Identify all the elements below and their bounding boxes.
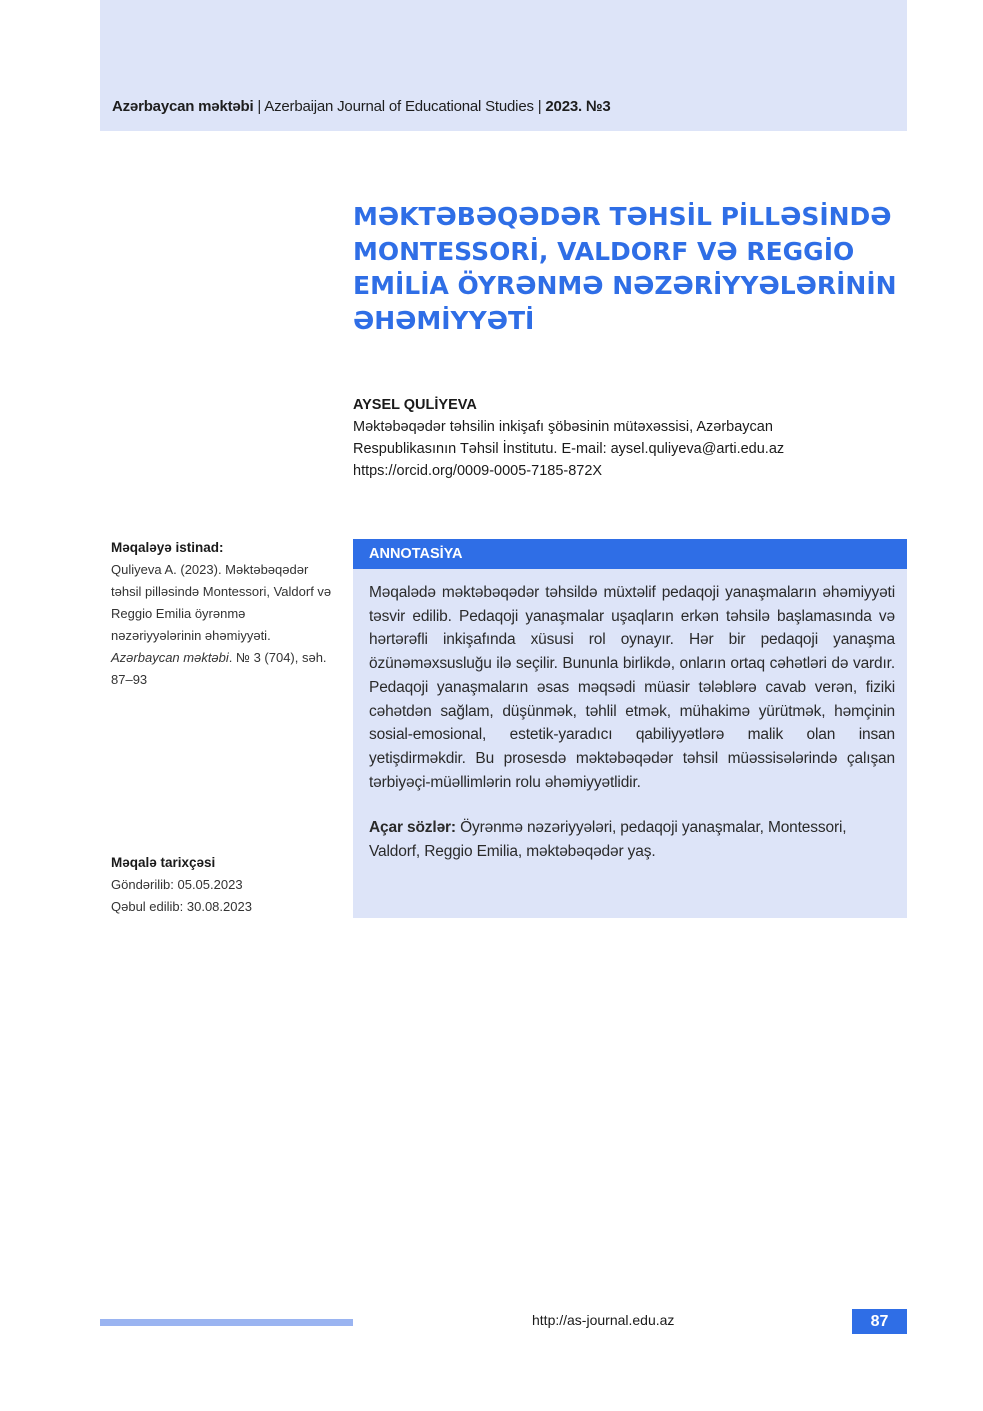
citation-heading: Məqaləyə istinad: xyxy=(111,540,224,555)
citation-text-part: Quliyeva A. (2023). Məktəbəqədər təhsil pilləsində Montessori, Valdorf və Reggio Emilia öyrənmə nəzəriyyələrinin əhəmiyyəti. xyxy=(111,562,332,643)
journal-name-en: Azerbaijan Journal of Educational Studies xyxy=(264,98,534,115)
journal-name-az: Azərbaycan məktəbi xyxy=(112,98,254,115)
abstract-text: Məqalədə məktəbəqədər təhsildə müxtəlif pedaqoji yanaşmaların əhəmiyyəti təsvir edilib. Pedaqoji yanaşmalar uşaqların erkən təhsilə başlamasında və hərtərəfli inkişafında xüsusi rol oynayır. Hər bir pedaqoji yanaşma özünəməxsusluğu ilə seçilir. Bununla birlikdə, onların ortaq cəhətləri də vardır. Pedaqoji yanaşmaların əsas məqsədi müasir tələblərə cavab verən, fiziki cəhətdən sağlam, düşünmək, təhlil etmək, mühakimə yürütmək, həmçinin sosial-emosional, estetik-yaradıcı qabiliyyətlərə malik olan insan yetişdirməkdir. Bu prosesdə məktəbəqədər təhsil müəssisələrində çalışan tərbiyəçi-müəllimlərin rolu əhəmiyyətlidir. xyxy=(369,584,895,791)
footer-decor-bar xyxy=(100,1319,353,1326)
journal-issue: 2023. №3 xyxy=(545,98,611,115)
author-name: AYSEL QULİYEVA xyxy=(353,397,477,413)
journal-header-band xyxy=(100,0,907,131)
citation-text xyxy=(111,559,336,691)
citation-sidebar xyxy=(111,540,336,691)
keywords-text: Öyrənmə nəzəriyyələri, pedaqoji yanaşmalar, Montessori, Valdorf, Reggio Emilia, məktəbəqədər yaş. xyxy=(369,819,847,861)
keywords xyxy=(369,816,895,863)
accepted-date: Qəbul edilib: 30.08.2023 xyxy=(111,899,252,914)
abstract-box xyxy=(353,539,907,918)
article-history xyxy=(111,855,336,918)
title-line: EMİLİA ÖYRƏNMƏ NƏZƏRİYYƏLƏRİNİN xyxy=(353,271,897,300)
journal-running-head xyxy=(112,98,611,115)
article-title xyxy=(353,200,897,338)
header-separator: | xyxy=(253,98,265,115)
title-line: MONTESSORİ, VALDORF VƏ REGGİO xyxy=(353,236,855,266)
abstract-heading: ANNOTASİYA xyxy=(353,539,907,569)
citation-journal: Azərbaycan məktəbi xyxy=(111,650,229,665)
title-line: ƏHƏMİYYƏTİ xyxy=(353,305,535,335)
history-heading: Məqalə tarixçəsi xyxy=(111,855,216,870)
keywords-label: Açar sözlər: xyxy=(369,819,456,837)
header-separator: | xyxy=(533,98,546,115)
author-affiliation: Məktəbəqədər təhsilin inkişafı şöbəsinin mütəxəssisi, Azərbaycan Respublikasının Təhsil İnstitutu. E-mail: aysel.quliyeva@arti.edu.az https://orcid.org/0009-0005-7185-872X xyxy=(353,419,785,479)
citation-text-part: . № 3 (704), səh. 87–93 xyxy=(111,650,327,687)
submitted-date: Göndərilib: 05.05.2023 xyxy=(111,877,243,892)
title-line: MƏKTƏBƏQƏDƏR TƏHSİL PİLLƏSİNDƏ xyxy=(353,202,892,231)
page-number: 87 xyxy=(852,1309,907,1334)
journal-url-link[interactable]: http://as-journal.edu.az xyxy=(532,1312,675,1328)
author-block xyxy=(353,397,893,482)
